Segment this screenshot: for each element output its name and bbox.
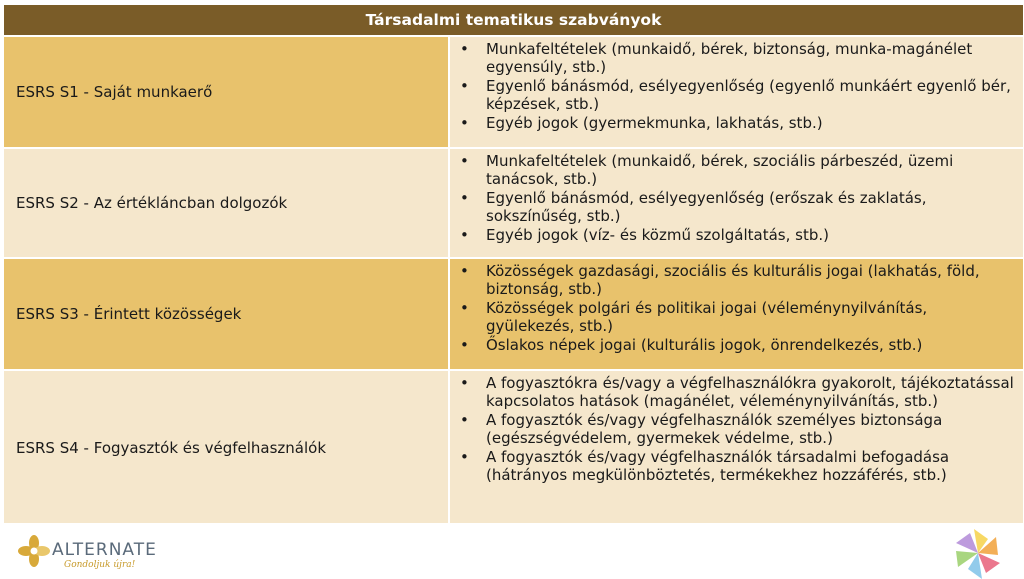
bullet-icon: • — [460, 298, 469, 317]
list-item: • A fogyasztókra és/vagy a végfelhasználókra gyakorolt, tájékoztatással kapcsolatos hatások (magánélet, véleménynyilvánítás, stb.) — [460, 374, 1014, 411]
list-item: • Egyéb jogok (víz- és közmű szolgáltatás, stb.) — [460, 225, 829, 244]
topics-cell — [450, 149, 1023, 257]
standard-cell: ESRS S3 - Érintett közösségek — [4, 259, 450, 369]
brand-tagline: Gondoljuk újra! — [64, 560, 136, 570]
topics-cell — [450, 37, 1023, 147]
bullet-icon: • — [460, 335, 469, 354]
table-row-s3 — [4, 259, 1023, 371]
topics-list — [460, 262, 1015, 354]
list-item: • A fogyasztók és/vagy végfelhasználók személyes biztonsága (egészségvédelem, gyermekek védelme, stb.) — [460, 410, 943, 448]
bullet-icon: • — [460, 76, 469, 95]
topics-list — [460, 40, 1015, 132]
topics-list — [460, 374, 1015, 484]
list-item: • A fogyasztók és/vagy végfelhasználók társadalmi befogadása (hátrányos megkülönböztetés, termékekhez hozzáférés, stb.) — [460, 447, 950, 485]
topics-cell — [450, 259, 1023, 369]
list-item: • Közösségek gazdasági, szociális és kulturális jogai (lakhatás, föld, biztonság, stb.) — [460, 262, 980, 299]
standards-table — [3, 4, 1024, 525]
list-item: • Egyenlő bánásmód, esélyegyenlőség (egyenlő munkáért egyenlő bér, képzések, stb.) — [460, 76, 1011, 114]
brand-name: ALTERNATE — [52, 540, 157, 560]
list-item: • Közösségek polgári és politikai jogai (véleménynyilvánítás, gyülekezés, stb.) — [460, 298, 928, 336]
bullet-icon: • — [460, 447, 469, 466]
bullet-icon: • — [460, 374, 469, 392]
bullet-icon: • — [460, 113, 469, 132]
table-row-s1 — [4, 37, 1023, 149]
table-title: Társadalmi tematikus szabványok — [365, 11, 662, 29]
table-header — [4, 5, 1023, 37]
standard-cell: ESRS S1 - Saját munkaerő — [4, 37, 450, 147]
bullet-icon: • — [460, 152, 469, 170]
table-row-s4 — [4, 371, 1023, 524]
bullet-icon: • — [460, 410, 469, 429]
bullet-icon: • — [460, 188, 469, 207]
list-item: • Egyenlő bánásmód, esélyegyenlőség (erőszak és zaklatás, sokszínűség, stb.) — [460, 188, 927, 226]
pinwheel-decoration-icon — [948, 525, 1004, 579]
list-item: • Egyéb jogok (gyermekmunka, lakhatás, stb.) — [460, 113, 823, 132]
bullet-icon: • — [460, 40, 469, 58]
topics-list — [460, 152, 1015, 244]
list-item: • Munkafeltételek (munkaidő, bérek, biztonság, munka-magánélet egyensúly, stb.) — [460, 40, 973, 77]
bullet-icon: • — [460, 225, 469, 244]
list-item: • Őslakos népek jogai (kulturális jogok, önrendelkezés, stb.) — [460, 335, 923, 354]
topics-cell — [450, 371, 1023, 524]
bullet-icon: • — [460, 262, 469, 280]
list-item: • Munkafeltételek (munkaidő, bérek, szociális párbeszéd, üzemi tanácsok, stb.) — [460, 152, 954, 189]
standard-cell: ESRS S4 - Fogyasztók és végfelhasználók — [4, 371, 450, 524]
table-row-s2 — [4, 149, 1023, 259]
standard-cell: ESRS S2 - Az értékláncban dolgozók — [4, 149, 450, 257]
